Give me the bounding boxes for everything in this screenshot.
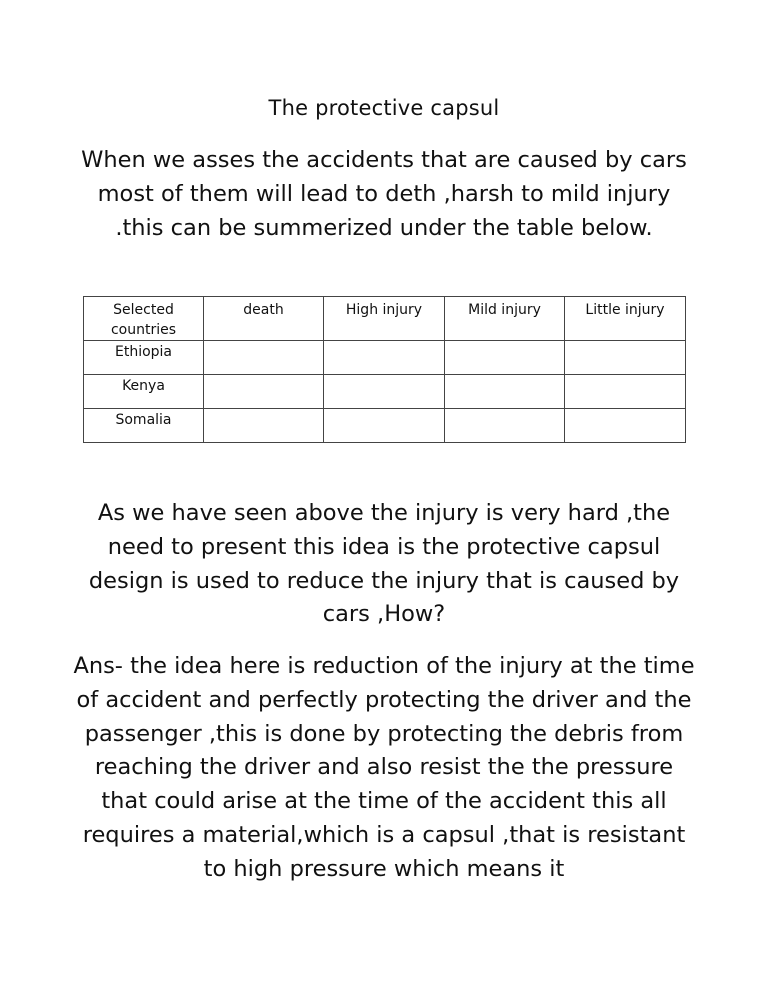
high-injury-cell (324, 375, 445, 409)
country-cell: Ethiopia (84, 341, 204, 375)
document-title: The protective capsul (268, 96, 500, 120)
mild-injury-cell (445, 341, 565, 375)
table-row (84, 341, 686, 375)
high-injury-cell (324, 341, 445, 375)
mild-injury-cell (445, 375, 565, 409)
death-cell (204, 409, 324, 443)
death-cell (204, 341, 324, 375)
injury-table (83, 296, 686, 443)
little-injury-cell (565, 409, 686, 443)
answer-paragraph: Ans- the idea here is reduction of the injury at the time of accident and perfectly protecting the driver and the passenger ,this is done by protecting the debris from reaching the driver and also resist the the pressure that could arise at the time of the accident this all requires a material,which is a capsul ,that is resistant to high pressure which means it (73, 653, 695, 882)
table-header-row (84, 297, 686, 341)
body-paragraph: As we have seen above the injury is very hard ,the need to present this idea is the protective capsul design is used to reduce the injury that is caused by cars ,How? (88, 500, 680, 628)
table-row (84, 409, 686, 443)
header-high-injury: High injury (324, 297, 445, 341)
intro-paragraph: When we asses the accidents that are caused by cars most of them will lead to deth ,harsh to mild injury .this can be summerized under the table below. (81, 147, 687, 241)
header-mild-injury: Mild injury (445, 297, 565, 341)
little-injury-cell (565, 375, 686, 409)
little-injury-cell (565, 341, 686, 375)
table-row (84, 375, 686, 409)
mild-injury-cell (445, 409, 565, 443)
death-cell (204, 375, 324, 409)
header-little-injury: Little injury (565, 297, 686, 341)
country-cell: Somalia (84, 409, 204, 443)
header-selected-countries: Selected countries (84, 297, 204, 341)
header-death: death (204, 297, 324, 341)
country-cell: Kenya (84, 375, 204, 409)
high-injury-cell (324, 409, 445, 443)
